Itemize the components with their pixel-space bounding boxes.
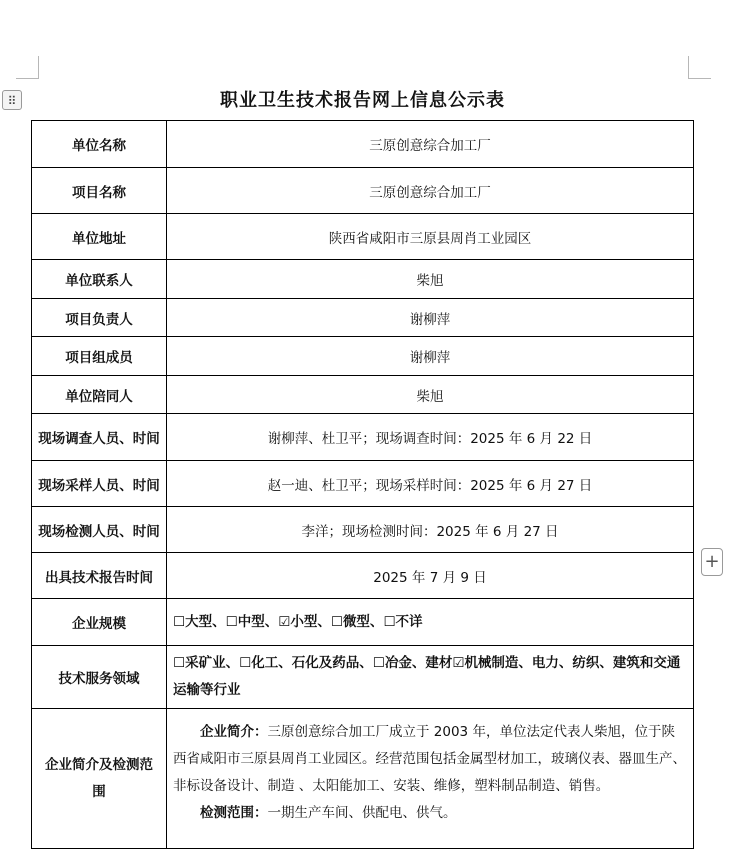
option-medium-label: 中型、 xyxy=(237,613,279,630)
table-row xyxy=(32,507,694,553)
table-row-intro xyxy=(32,709,694,849)
checkbox-small[interactable]: ☑ xyxy=(278,613,291,630)
profile-text: 三原创意综合加工厂成立于 2003 年，单位法定代表人柴旭，位于陕西省咸阳市三原县周肖工业园区。经营范围包括金属型材加工，玻璃仪表、器皿生产、非标设备设计、制造 、太阳能加工、安装、维修，塑料制品制造、销售。 xyxy=(173,724,686,794)
document-title: 职业卫生技术报告网上信息公示表 xyxy=(220,90,505,111)
table-row xyxy=(32,214,694,260)
scale-options xyxy=(167,599,694,646)
row-label: 单位联系人 xyxy=(32,260,167,299)
row-label: 单位陪同人 xyxy=(32,376,167,414)
table-row xyxy=(32,299,694,337)
row-label: 现场调查人员、时间 xyxy=(32,414,167,461)
row-label: 现场采样人员、时间 xyxy=(32,461,167,507)
domain-label: 技术服务领域 xyxy=(32,646,167,709)
intro-label: 企业简介及检测范围 xyxy=(32,709,167,849)
option-small-label: 小型、 xyxy=(290,613,331,630)
checkbox-unknown[interactable]: ☐ xyxy=(383,613,396,630)
row-value[interactable]: 李洋；现场检测时间：2025 年 6 月 27 日 xyxy=(167,507,694,553)
table-row xyxy=(32,461,694,507)
row-label: 现场检测人员、时间 xyxy=(32,507,167,553)
profile-heading: 企业简介： xyxy=(200,724,268,740)
row-label: 单位地址 xyxy=(32,214,167,260)
table-row xyxy=(32,376,694,414)
row-value[interactable]: 赵一迪、杜卫平；现场采样时间：2025 年 6 月 27 日 xyxy=(167,461,694,507)
row-value[interactable]: 三原创意综合加工厂 xyxy=(167,168,694,214)
row-value[interactable]: 柴旭 xyxy=(167,376,694,414)
option-machinery-label: 机械制造、电力、纺织、建筑和交通运输等行业 xyxy=(173,655,681,698)
table-row-scale xyxy=(32,599,694,646)
row-label: 单位名称 xyxy=(32,121,167,168)
intro-content[interactable] xyxy=(167,709,694,849)
scale-label: 企业规模 xyxy=(32,599,167,646)
checkbox-metallurgy[interactable]: ☐ xyxy=(372,655,385,671)
row-value[interactable]: 三原创意综合加工厂 xyxy=(167,121,694,168)
checkbox-large[interactable]: ☐ xyxy=(173,613,186,630)
option-large-label: 大型、 xyxy=(185,613,226,630)
row-value[interactable]: 谢柳萍、杜卫平；现场调查时间：2025 年 6 月 22 日 xyxy=(167,414,694,461)
table-row xyxy=(32,168,694,214)
domain-options xyxy=(167,646,694,709)
option-metallurgy-label: 冶金、建材 xyxy=(384,655,453,671)
table-row-domain xyxy=(32,646,694,709)
checkbox-chemical[interactable]: ☐ xyxy=(239,655,252,671)
info-table xyxy=(31,120,694,849)
row-value[interactable]: 柴旭 xyxy=(167,260,694,299)
option-unknown-label: 不详 xyxy=(395,613,423,630)
scope-heading: 检测范围： xyxy=(200,805,268,821)
row-label: 项目名称 xyxy=(32,168,167,214)
row-value[interactable]: 谢柳萍 xyxy=(167,299,694,337)
table-row xyxy=(32,414,694,461)
row-value[interactable]: 2025 年 7 月 9 日 xyxy=(167,553,694,599)
table-row xyxy=(32,121,694,168)
row-label: 项目组成员 xyxy=(32,337,167,376)
checkbox-mining[interactable]: ☐ xyxy=(173,655,186,671)
row-value[interactable]: 陕西省咸阳市三原县周肖工业园区 xyxy=(167,214,694,260)
row-label: 项目负责人 xyxy=(32,299,167,337)
option-micro-label: 微型、 xyxy=(342,613,384,630)
checkbox-micro[interactable]: ☐ xyxy=(330,613,343,630)
checkbox-machinery[interactable]: ☑ xyxy=(452,655,465,671)
table-row xyxy=(32,260,694,299)
table-row xyxy=(32,553,694,599)
checkbox-medium[interactable]: ☐ xyxy=(225,613,238,630)
page-corner-mark-top-left xyxy=(16,56,39,79)
option-chemical-label: 化工、石化及药品、 xyxy=(251,655,373,671)
row-value[interactable]: 谢柳萍 xyxy=(167,337,694,376)
row-label: 出具技术报告时间 xyxy=(32,553,167,599)
scope-text: 一期生产车间、供配电、供气。 xyxy=(267,805,457,821)
table-row xyxy=(32,337,694,376)
table-move-handle-icon[interactable]: ⠿ xyxy=(2,90,22,110)
add-row-icon[interactable]: + xyxy=(701,548,723,576)
option-mining-label: 采矿业、 xyxy=(185,655,240,671)
page-corner-mark-top-right xyxy=(688,56,711,79)
